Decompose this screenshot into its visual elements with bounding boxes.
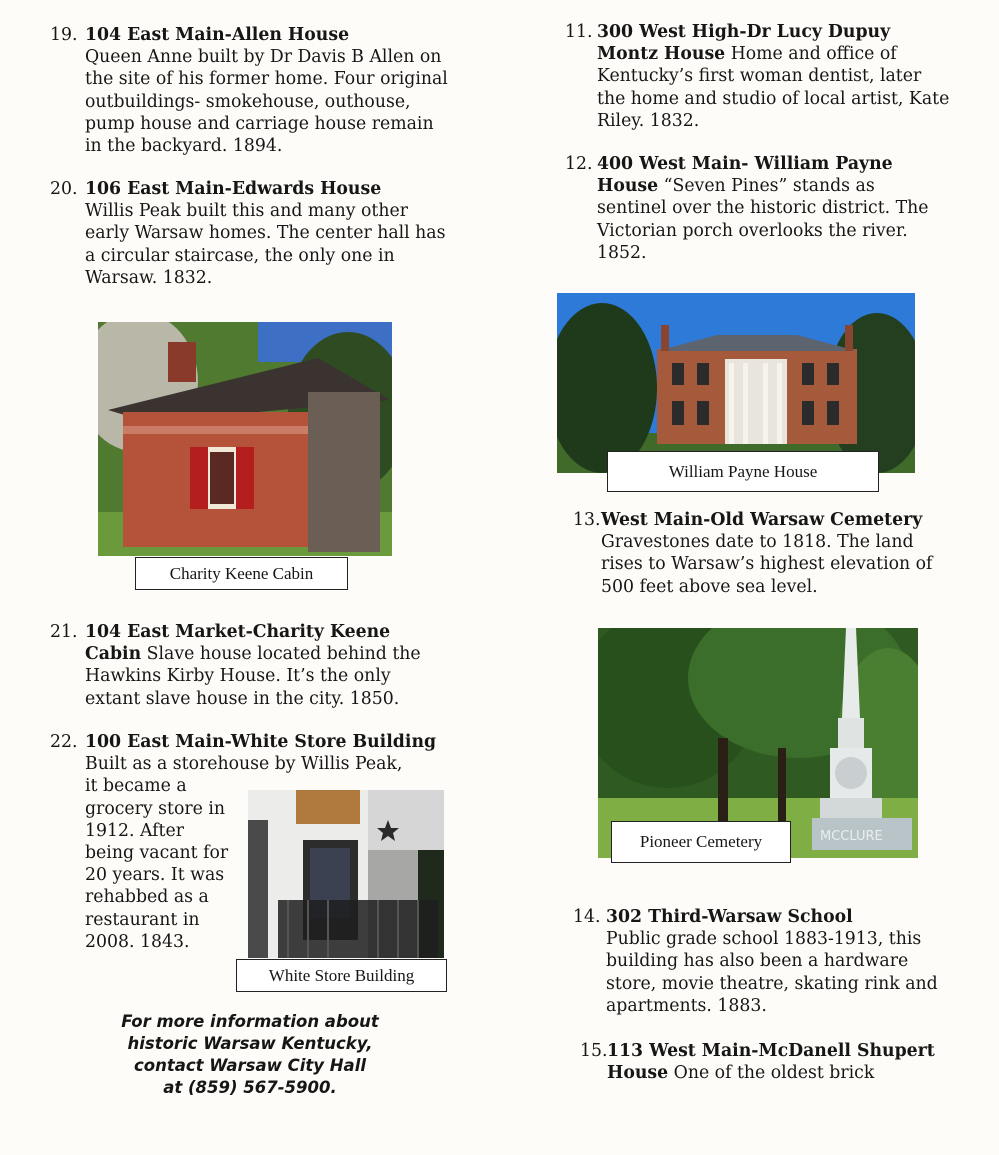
- entry-text: Built as a storehouse by Willis Peak,: [85, 754, 403, 775]
- entry-title: 104 East Main-Allen House: [85, 25, 350, 45]
- entry-text: Slave house located behind the Hawkins Kirby House. It’s the only extant slave house in the city. 1850.: [85, 644, 421, 709]
- entry-number: 12.: [565, 154, 593, 174]
- contact-line-4: at (859) 567-5900.: [163, 1078, 337, 1097]
- entry-13: [573, 509, 953, 598]
- entry-text: One of the oldest brick: [673, 1063, 875, 1084]
- entry-text: Gravestones date to 1818. The land rises to Warsaw’s highest elevation of 500 feet above sea level.: [601, 532, 933, 597]
- entry-title: 104 East Market-Charity Keene Cabin: [85, 622, 391, 665]
- contact-info: [100, 1011, 400, 1099]
- entry-number: 19.: [50, 25, 78, 45]
- entry-20: [50, 178, 450, 289]
- entry-number: 20.: [50, 179, 78, 199]
- monument-inscription: MCCLURE: [820, 829, 883, 844]
- entry-title: West Main-Old Warsaw Cemetery: [601, 510, 923, 530]
- entry-number: 22.: [50, 732, 78, 752]
- entry-15: [580, 1040, 965, 1084]
- entry-title: 302 Third-Warsaw School: [606, 907, 853, 927]
- payne-house-photo: [557, 293, 915, 473]
- entry-text-wrapped: it became a grocery store in 1912. After being vacant for 20 years. It was rehabbed as a restaurant in 2008. 1843.: [85, 776, 229, 952]
- white-store-caption: White Store Building: [236, 959, 447, 992]
- entry-text: Willis Peak built this and many other early Warsaw homes. The center hall has a circular staircase, the only one in Warsaw. 1832.: [85, 201, 446, 288]
- entry-21: [50, 621, 450, 710]
- entry-number: 14.: [573, 907, 601, 927]
- contact-line-3: contact Warsaw City Hall: [134, 1056, 366, 1075]
- entry-text: Queen Anne built by Dr Davis B Allen on the site of his former home. Four original outbuildings- smokehouse, outhouse, pump house and carriage house remain in the backyard. 1894.: [85, 47, 448, 157]
- entry-title: 100 East Main-White Store Building: [85, 732, 437, 752]
- entry-text: Home and office of Kentucky’s first woman dentist, later the home and studio of local artist, Kate Riley. 1832.: [597, 44, 950, 131]
- contact-line-1: For more information about: [121, 1012, 379, 1031]
- white-store-photo: [248, 790, 444, 958]
- cabin-caption: Charity Keene Cabin: [135, 557, 348, 590]
- entry-19: [50, 24, 450, 157]
- entry-title: 400 West Main- William Payne House: [597, 154, 893, 197]
- contact-line-2: historic Warsaw Kentucky,: [127, 1034, 373, 1053]
- entry-number: 13.: [573, 510, 601, 530]
- entry-title: 300 West High-Dr Lucy Dupuy Montz House: [597, 22, 891, 65]
- entry-text: “Seven Pines” stands as sentinel over the historic district. The Victorian porch overlooks the river. 1852.: [597, 176, 929, 263]
- entry-text: Public grade school 1883-1913, this building has also been a hardware store, movie theatre, skating rink and apartments. 1883.: [606, 929, 938, 1016]
- entry-title: 113 West Main-McDanell Shupert House: [607, 1041, 935, 1084]
- entry-number: 21.: [50, 622, 78, 642]
- entry-14: [573, 906, 963, 1017]
- payne-house-caption: William Payne House: [607, 451, 879, 492]
- entry-12: [565, 153, 945, 264]
- entry-title: 106 East Main-Edwards House: [85, 179, 382, 199]
- entry-number: 15.: [580, 1041, 608, 1061]
- entry-11: [565, 21, 950, 132]
- cabin-photo: [98, 322, 392, 556]
- cemetery-caption: Pioneer Cemetery: [611, 821, 791, 863]
- entry-number: 11.: [565, 22, 593, 42]
